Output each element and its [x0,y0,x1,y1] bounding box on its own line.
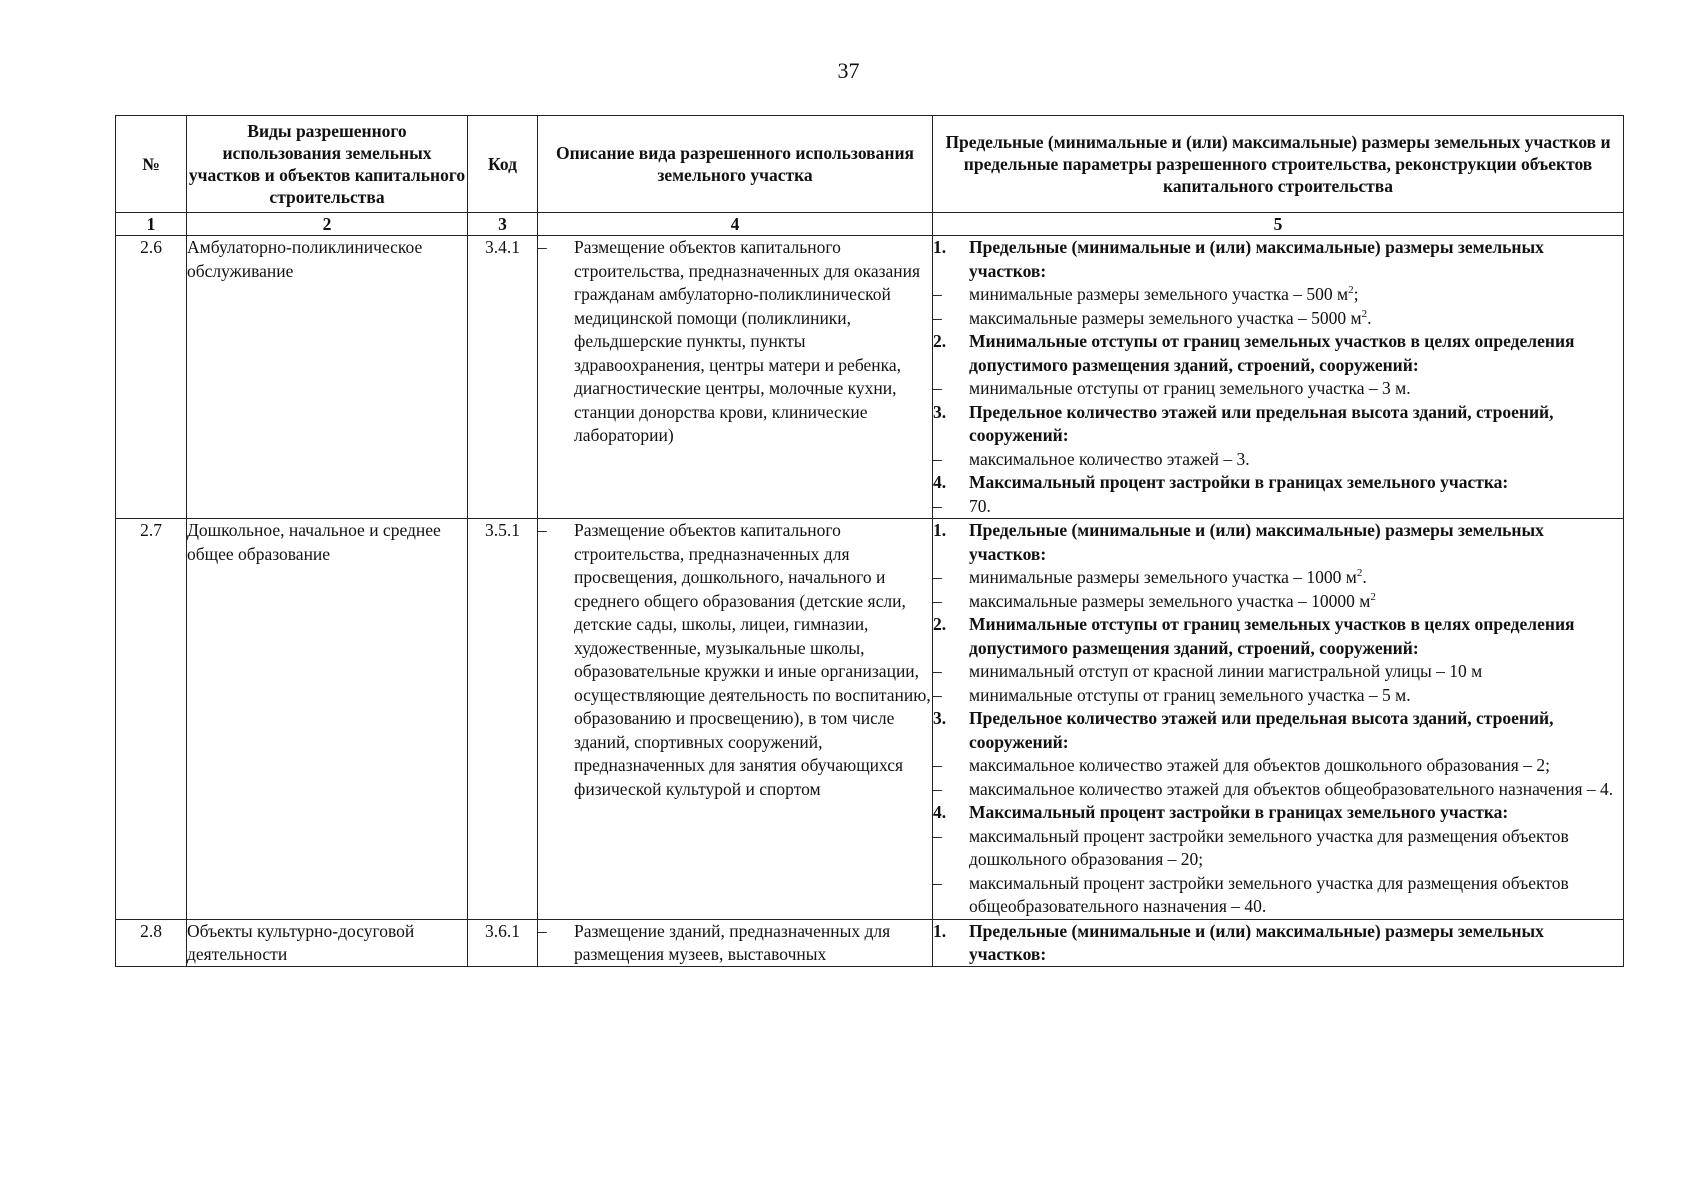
land-use-params [933,919,1624,966]
param-line: – минимальные размеры земельного участка – 1000 $м^2$. [933,567,1367,587]
param-line: 1. Предельные (минимальные и (или) максимальные) размеры земельных участков: [933,920,1544,964]
dash-marker: – [538,520,547,540]
header-description: Описание вида разрешенного использования земельного участка [538,116,933,213]
param-line: – максимальный процент застройки земельного участка для размещения объектов общеобразовательного назначения – 40. [933,872,1569,916]
table-row [116,519,1624,920]
description-text: Размещение объектов капитального строительства, предназначенных для оказания гражданам амбулаторно-поликлинической медицинской помощи (поликлиники, фельдшерские пункты, пункты здравоохранения, центры матери и ребенка, диагностические центры, молочные кухни, станции донорства крови, клинические лаборатории) [574,237,921,445]
land-use-params [933,236,1624,519]
row-number: 2.8 [116,919,187,966]
param-line: – 70. [933,495,991,516]
param-line: – максимальный процент застройки земельного участка для размещения объектов дошкольного образования – 20; [933,825,1569,869]
land-use-description [538,519,933,920]
param-line: 3. Предельное количество этажей или предельная высота зданий, строений, сооружений: [933,708,1554,752]
header-params: Предельные (минимальные и (или) максимальные) размеры земельных участков и предельные параметры разрешенного строительства, реконструкции объектов капитального строительства [933,116,1624,213]
land-use-description [538,236,933,519]
param-line: – максимальные размеры земельного участка – 10000 $м^2$ [933,590,1376,611]
land-use-code: 3.4.1 [468,236,538,519]
header-type: Виды разрешенного использования земельных участков и объектов капитального строительства [187,116,468,213]
param-line: 4. Максимальный процент застройки в границах земельного участка: [933,472,1509,492]
param-line: – максимальное количество этажей – 3. [933,448,1250,469]
param-line: 1. Предельные (минимальные и (или) максимальные) размеры земельных участков: [933,520,1544,564]
land-use-regulations-table [115,115,1624,967]
row-number: 2.6 [116,236,187,519]
dash-marker: – [538,237,547,257]
column-number: 2 [187,213,468,236]
param-line: 2. Минимальные отступы от границ земельных участков в целях определения допустимого размещения зданий, строений, сооружений: [933,331,1575,375]
column-number: 1 [116,213,187,236]
param-line: – минимальные отступы от границ земельного участка – 5 м. [933,684,1411,705]
column-number: 4 [538,213,933,236]
column-number: 5 [933,213,1624,236]
param-line: 1. Предельные (минимальные и (или) максимальные) размеры земельных участков: [933,237,1544,281]
land-use-code: 3.6.1 [468,919,538,966]
param-line: 2. Минимальные отступы от границ земельных участков в целях определения допустимого размещения зданий, строений, сооружений: [933,614,1575,658]
page-number: 37 [837,58,860,83]
table-row [116,919,1624,966]
header-no: № [116,116,187,213]
land-use-type: Объекты культурно-досуговой деятельности [187,919,468,966]
param-line: – максимальные размеры земельного участка – 5000 $м^2$. [933,307,1372,328]
land-use-type: Амбулаторно-поликлиническое обслуживание [187,236,468,519]
param-line: – минимальные размеры земельного участка – 500 $м^2$; [933,284,1359,304]
description-text: Размещение зданий, предназначенных для размещения музеев, выставочных [574,920,891,964]
param-line: 3. Предельное количество этажей или предельная высота зданий, строений, сооружений: [933,401,1554,445]
param-line: 4. Максимальный процент застройки в границах земельного участка: [933,802,1509,822]
table-row [116,236,1624,519]
dash-marker: – [538,920,547,941]
param-line: – максимальное количество этажей для объектов дошкольного образования – 2; [933,755,1550,775]
description-text: Размещение объектов капитального строительства, предназначенных для просвещения, дошкольного, начального и среднего общего образования (детские ясли, детские сады, школы, лицеи, гимназии, художественные, музыкальные школы, образовательные кружки и иные организации, осуществляющие деятельность по воспитанию, образованию и просвещению), в том числе зданий, спортивных сооружений, предназначенных для занятия обучающихся физической культурой и спортом [574,520,931,799]
header-code: Код [468,116,538,213]
column-number: 3 [468,213,538,236]
land-use-description [538,919,933,966]
land-use-type: Дошкольное, начальное и среднее общее образование [187,519,468,920]
land-use-code: 3.5.1 [468,519,538,920]
param-line: – минимальный отступ от красной линии магистральной улицы – 10 м [933,661,1483,681]
row-number: 2.7 [116,519,187,920]
param-line: – минимальные отступы от границ земельного участка – 3 м. [933,378,1411,398]
param-line: – максимальное количество этажей для объектов общеобразовательного назначения – 4. [933,778,1614,799]
land-use-params [933,519,1624,920]
